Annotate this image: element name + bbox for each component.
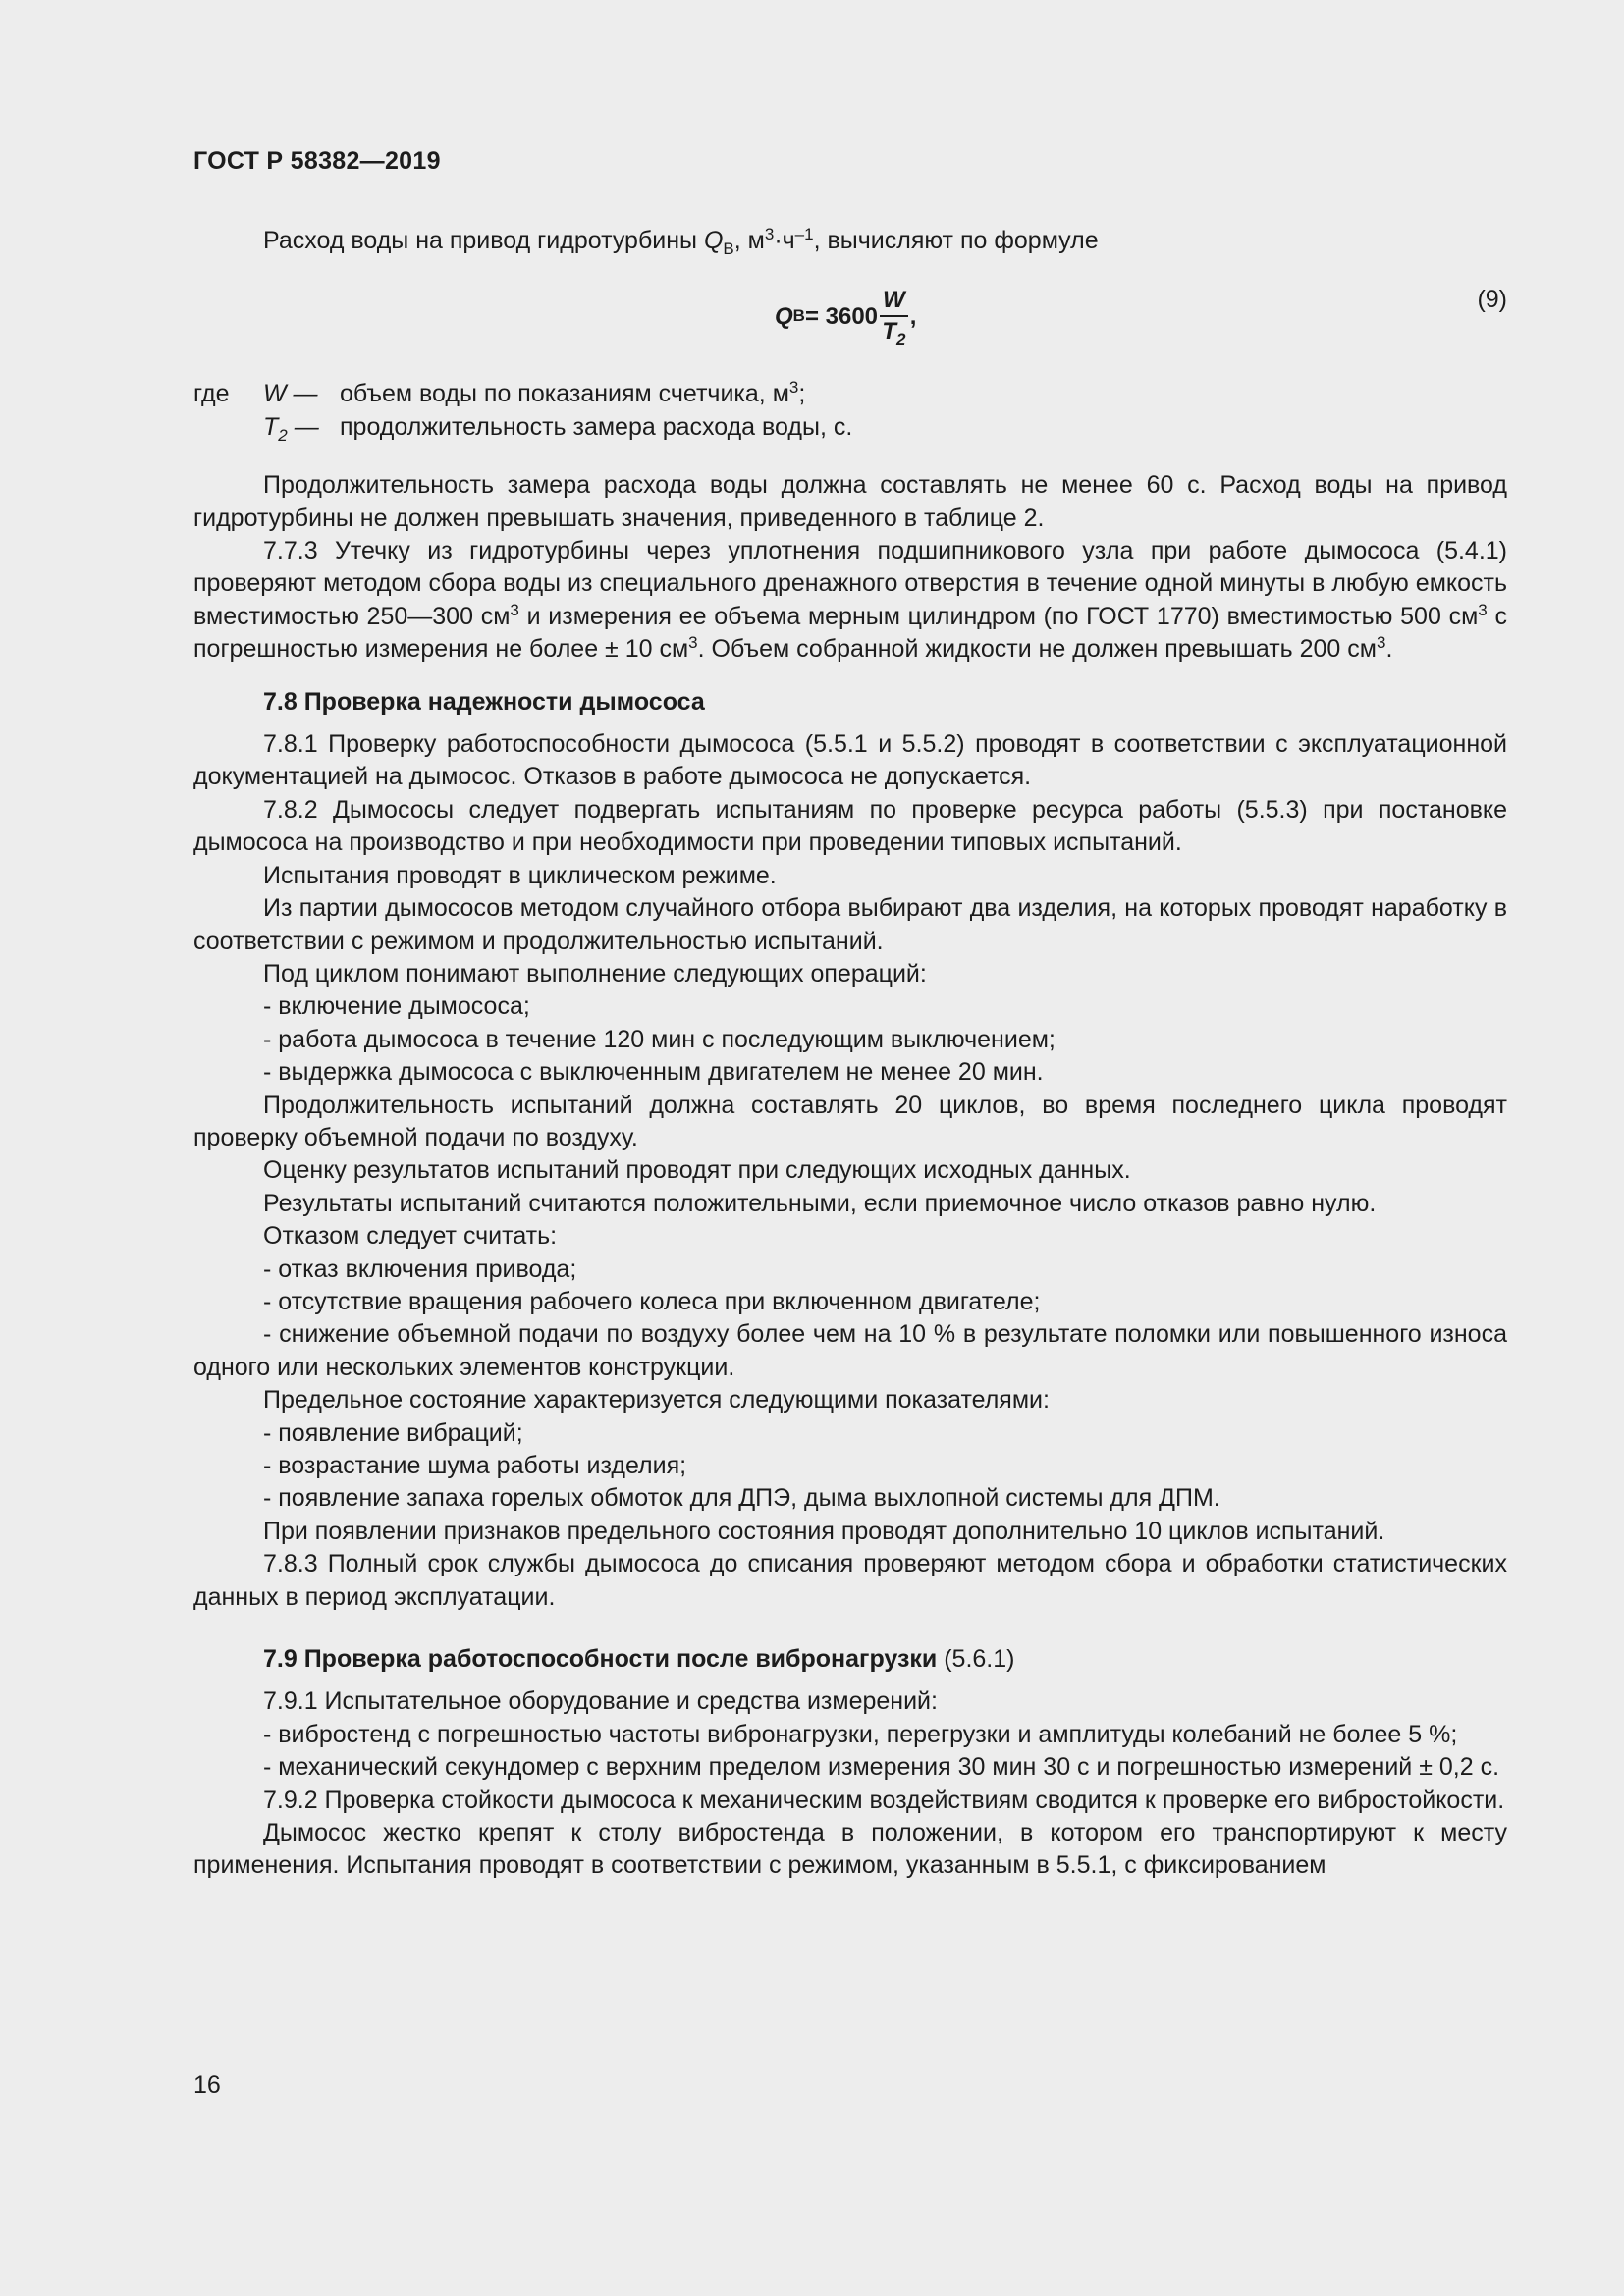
formula-number: (9) [1477, 286, 1507, 314]
where-item: $T_2$ — продолжительность замера расхода воды, с. [263, 412, 853, 445]
list-item: - снижение объемной подачи по воздуху более чем на 10 % в результате поломки или повышенного износа одного или нескольких элементов конструкции. [193, 1320, 1507, 1381]
list-item: - включение дымососа; [263, 992, 530, 1021]
where-item: W — объем воды по показаниям счетчика, $м^3$; [263, 378, 806, 408]
formula-fraction: $\frac{W}{T_2}$ [880, 286, 908, 347]
paragraph: Испытания проводят в циклическом режиме. [263, 861, 777, 889]
document-body [193, 225, 1507, 1883]
paragraph: 7.8.1 Проверку работоспособности дымососа (5.5.1 и 5.5.2) проводят в соответствии с эксплуатационной документацией на дымосос. Отказов в работе дымососа не допускается. [193, 730, 1507, 791]
section-title-7-8: 7.8 Проверка надежности дымососа [263, 687, 705, 716]
list-item: - отказ включения привода; [263, 1255, 577, 1283]
list-item: - работа дымососа в течение 120 мин с последующим выключением; [263, 1025, 1056, 1053]
paragraph: Продолжительность испытаний должна составлять 20 циклов, во время последнего цикла проводят проверку объемной подачи по воздуху. [193, 1091, 1507, 1151]
paragraph: При появлении признаков предельного состояния проводят дополнительно 10 циклов испытаний. [263, 1517, 1385, 1545]
page-number: 16 [193, 2071, 221, 2099]
paragraph: Результаты испытаний считаются положительными, если приемочное число отказов равно нулю. [263, 1189, 1377, 1217]
formula-9: Q В = 3600 $\frac{W}{T_2}$ , [775, 287, 917, 349]
formula-block [193, 280, 1507, 370]
list-item: - появление запаха горелых обмоток для ДПЭ, дыма выхлопной системы для ДПМ. [263, 1484, 1220, 1513]
where-label: где [193, 380, 230, 408]
paragraph: Дымосос жестко крепят к столу вибростенда в положении, в котором его транспортируют к месту применения. Испытания проводят в соответствии с режимом, указанным в 5.5.1, с фиксированием [193, 1819, 1507, 1880]
section-title-7-9: 7.9 Проверка работоспособности после вибронагрузки (5.6.1) [263, 1645, 1015, 1674]
paragraph: 7.9.2 Проверка стойкости дымососа к механическим воздействиям сводится к проверке его вибростойкости. [263, 1786, 1505, 1814]
list-item: - выдержка дымососа с выключенным двигателем не менее 20 мин. [263, 1058, 1044, 1087]
where-block [193, 378, 1507, 444]
paragraph: 7.9.1 Испытательное оборудование и средства измерений: [263, 1687, 938, 1716]
list-item: - механический секундомер с верхним пределом измерения 30 мин 30 с и погрешностью измерений ± 0,2 с. [263, 1753, 1500, 1782]
list-item: - отсутствие вращения рабочего колеса при включенном двигателе; [263, 1287, 1041, 1315]
intro-paragraph: Расход воды на привод гидротурбины $Q_В$, $м^3\cdot ч^{-1}$, вычисляют по формуле [263, 225, 1099, 258]
list-item: - вибростенд с погрешностью частоты вибронагрузки, перегрузки и амплитуды колебаний не более 5 %; [263, 1720, 1458, 1748]
paragraph-7-7-3: 7.7.3 Утечку из гидротурбины через уплотнения подшипникового узла при работе дымососа (5.4.1) проверяют методом сбора воды из специального дренажного отверстия в течение одной минуты в любую емкость вместимостью 250—300 $см^3$ и измерения ее объема мерным цилиндром (по ГОСТ 1770) вместимостью 500 $см^3$ с погрешностью измерения не более ± 10 $см^3$. Объем собранной жидкости не должен превышать 200 $см^3$. [193, 537, 1507, 664]
list-item: - возрастание шума работы изделия; [263, 1452, 687, 1479]
paragraph: Продолжительность замера расхода воды должна составлять не менее 60 с. Расход воды на привод гидротурбины не должен превышать значения, приведенного в таблице 2. [193, 471, 1507, 532]
paragraph: Отказом следует считать: [263, 1222, 558, 1251]
document-header: ГОСТ Р 58382—2019 [193, 147, 441, 175]
list-item: - появление вибраций; [263, 1418, 523, 1447]
paragraph: Предельное состояние характеризуется следующими показателями: [263, 1386, 1050, 1415]
paragraph: 7.8.2 Дымососы следует подвергать испытаниям по проверке ресурса работы (5.5.3) при постановке дымососа на производство и при необходимости при проведении типовых испытаний. [193, 795, 1507, 857]
paragraph: 7.8.3 Полный срок службы дымососа до списания проверяют методом сбора и обработки статистических данных в период эксплуатации. [193, 1550, 1507, 1611]
paragraph: Из партии дымососов методом случайного отбора выбирают два изделия, на которых проводят наработку в соответствии с режимом и продолжительностью испытаний. [193, 894, 1507, 955]
paragraph: Под циклом понимают выполнение следующих операций: [263, 959, 927, 988]
paragraph: Оценку результатов испытаний проводят при следующих исходных данных. [263, 1156, 1131, 1185]
